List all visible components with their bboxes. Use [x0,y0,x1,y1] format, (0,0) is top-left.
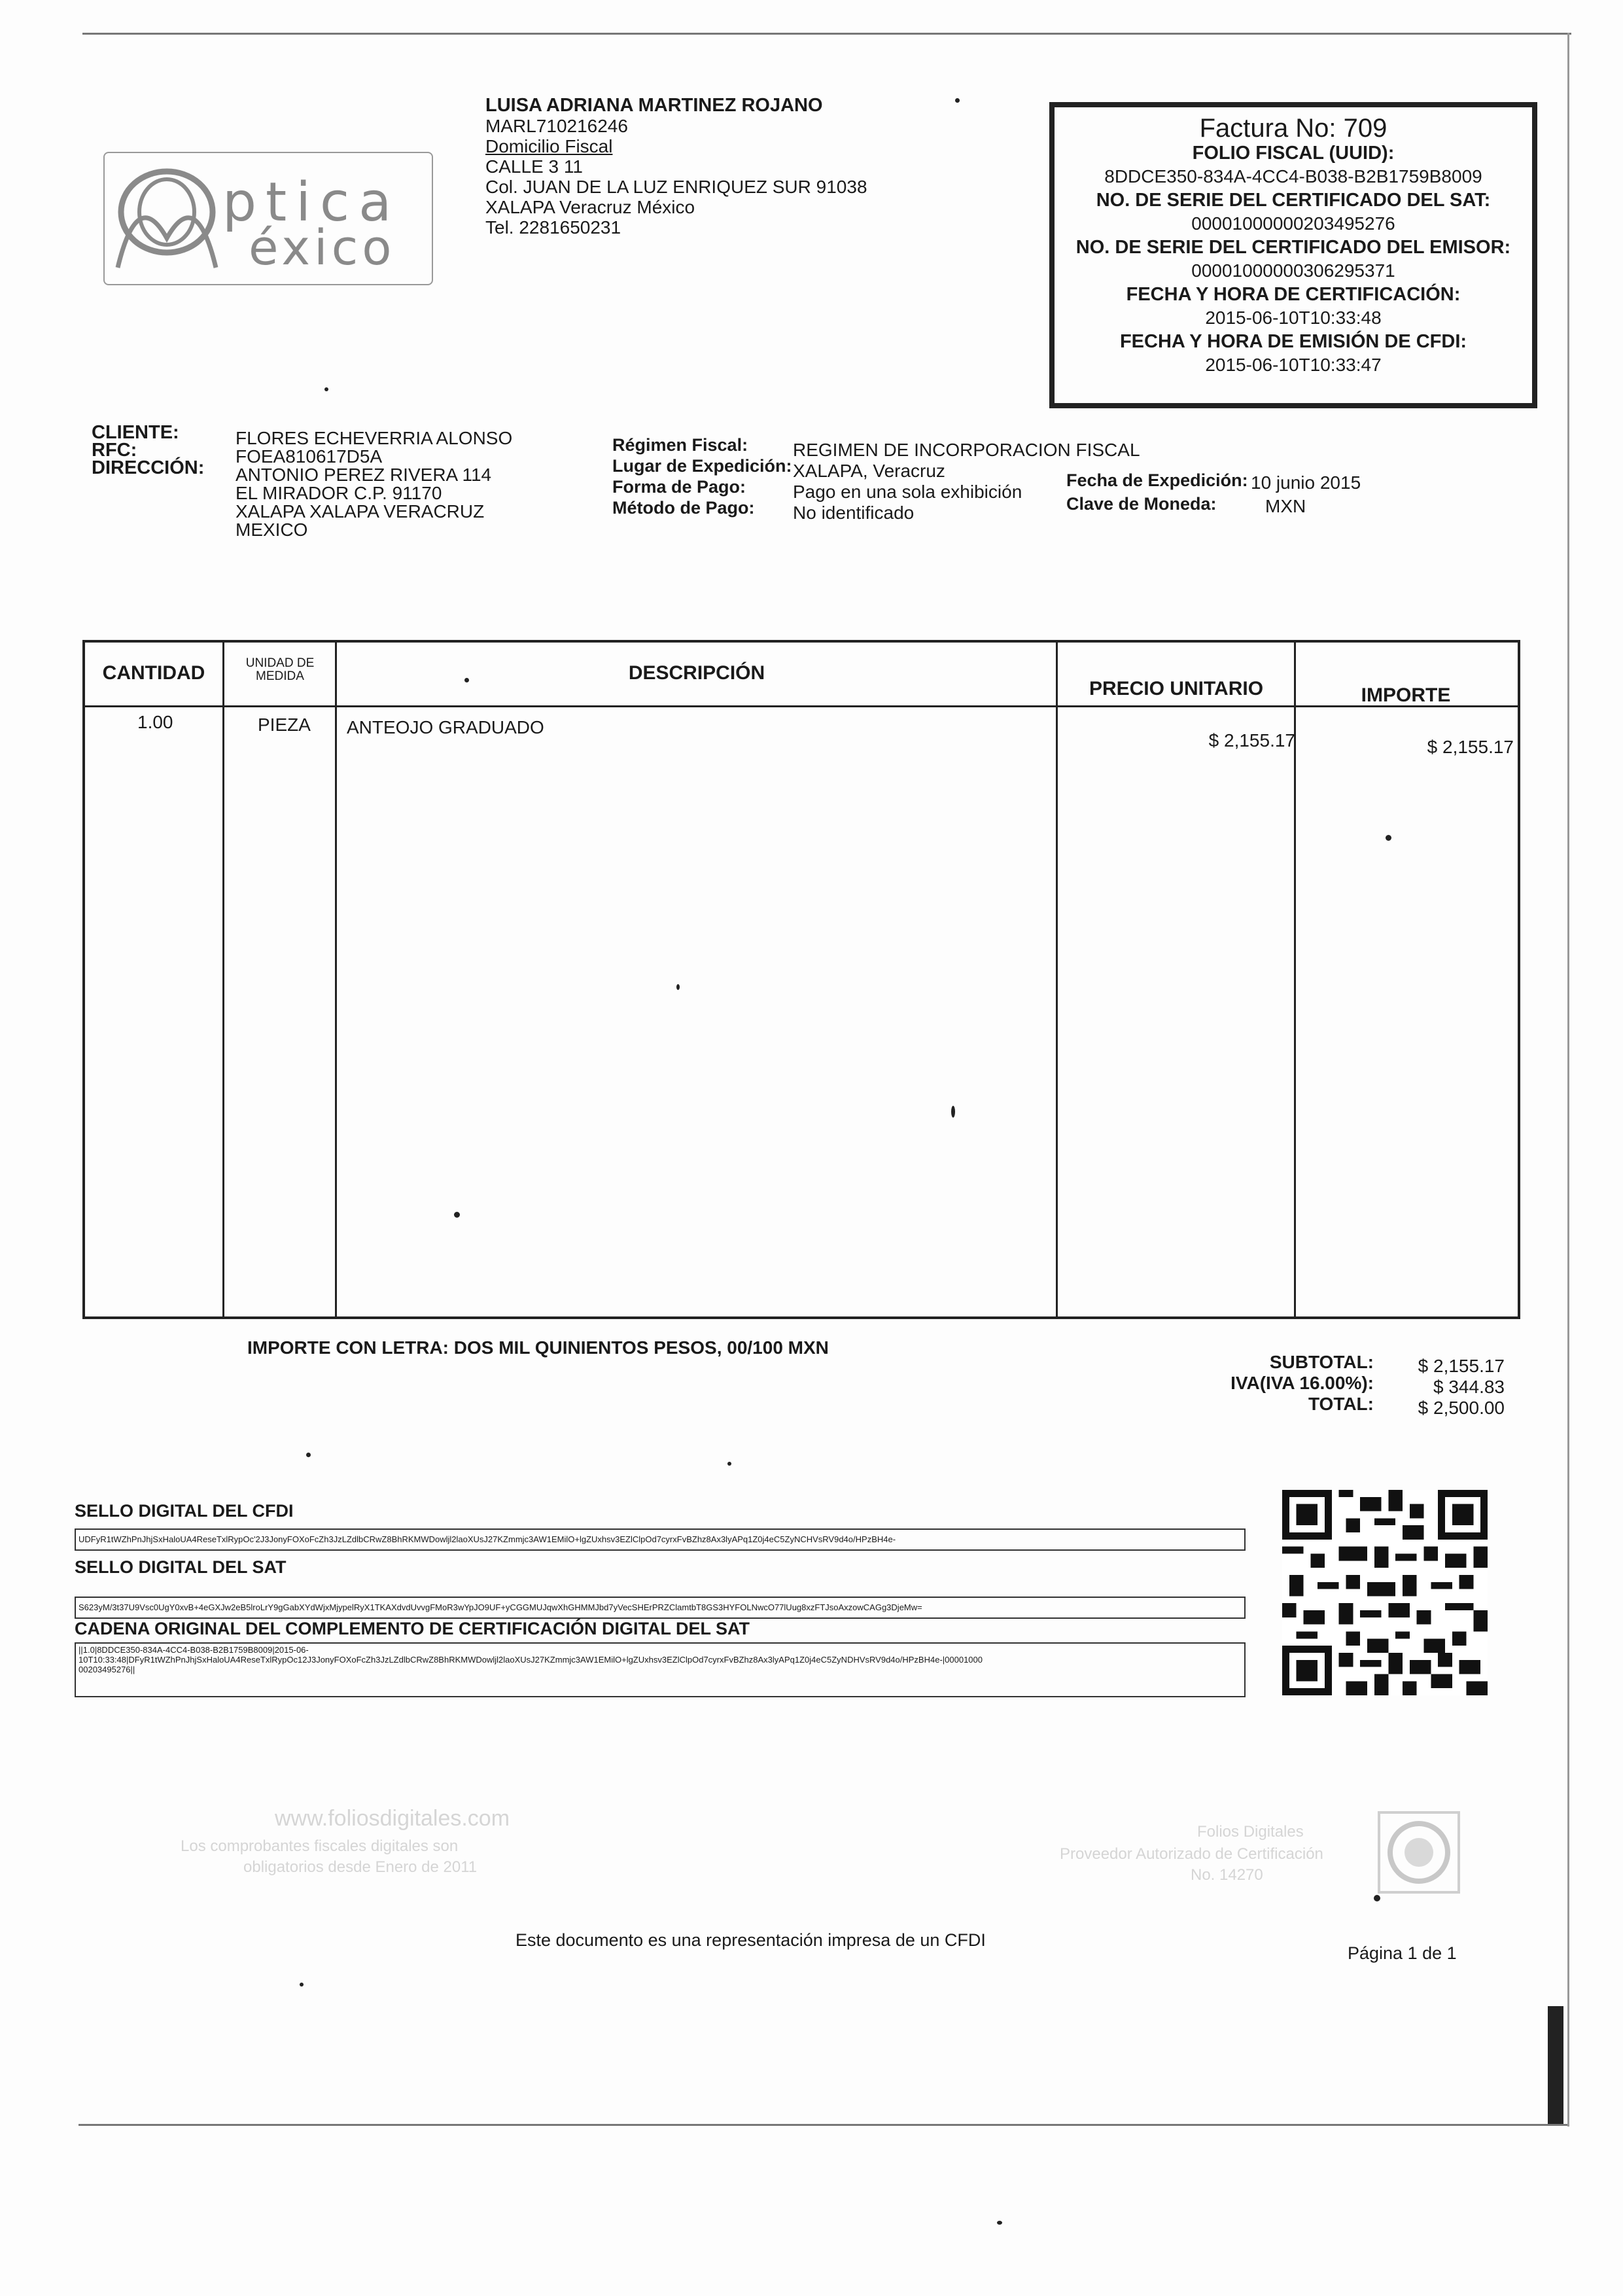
watermark-url: www.foliosdigitales.com [275,1806,510,1831]
row-importe: $ 2,155.17 [1427,737,1514,757]
issuer-name: LUISA ADRIANA MARTINEZ ROJANO [485,95,823,116]
fecha-expedicion-value: 10 junio 2015 [1251,472,1361,493]
totals-labels [1178,1352,1374,1415]
emisor-cert-value: 00001000000306295371 [1191,260,1395,281]
invoice-info-box [1049,102,1537,408]
scan-speck [676,984,680,990]
regimen-label: Régimen Fiscal: [612,435,748,455]
scan-speck [464,678,469,682]
items-table [82,640,1520,1319]
cert-date-label: FECHA Y HORA DE CERTIFICACIÓN: [1126,284,1461,305]
subtotal-value: $ 2,155.17 [1418,1356,1505,1376]
client-values [236,429,512,539]
pac-seal-icon [1376,1810,1461,1895]
watermark-line1: Los comprobantes fiscales digitales son [181,1837,459,1855]
row-descripcion: ANTEOJO GRADUADO [347,717,544,737]
watermark-right2: Proveedor Autorizado de Certificación [1060,1845,1323,1863]
company-logo [103,152,433,285]
emisor-cert-label: NO. DE SERIE DEL CERTIFICADO DEL EMISOR: [1075,237,1511,258]
row-cantidad: 1.00 [137,712,173,732]
client-labels [92,424,204,477]
folio-label: FOLIO FISCAL (UUID): [1192,143,1395,164]
sello-sat-label: SELLO DIGITAL DEL SAT [75,1557,287,1577]
cadena-line1: ||1.0|8DDCE350-834A-4CC4-B038-B2B1759B8009|2015-06- [79,1645,309,1655]
subtotal-label: SUBTOTAL: [1269,1352,1374,1372]
totals-values [1393,1356,1505,1419]
issuer-street: CALLE 3 11 [485,156,583,177]
scan-speck [951,1106,955,1118]
client-addr2: EL MIRADOR C.P. 91170 [236,483,442,503]
iva-label: IVA(IVA 16.00%): [1230,1373,1374,1393]
watermark-line2: obligatorios desde Enero de 2011 [243,1858,478,1876]
page-top-rule [82,33,1571,35]
client-addr1: ANTONIO PEREZ RIVERA 114 [236,465,492,485]
issuer-city: XALAPA Veracruz México [485,197,695,217]
watermark-right1: Folios Digitales [1197,1823,1304,1841]
invoice-number: Factura No: 709 [1199,114,1387,143]
issuer-rfc: MARL710216246 [485,116,628,136]
clave-moneda-value: MXN [1265,496,1306,516]
lugar-label: Lugar de Expedición: [612,456,792,476]
cliente-label: CLIENTE: [92,422,179,443]
scan-speck [997,2221,1002,2225]
client-name: FLORES ECHEVERRIA ALONSO [236,428,513,448]
scan-speck [306,1453,311,1457]
issuer-tel: Tel. 2281650231 [485,217,621,238]
cadena-original-label: CADENA ORIGINAL DEL COMPLEMENTO DE CERTIFICACIÓN DIGITAL DEL SAT [75,1619,750,1638]
footer-note: Este documento es una representación impresa de un CFDI [515,1930,986,1950]
col-divider [222,643,224,1316]
folio-value: 8DDCE350-834A-4CC4-B038-B2B1759B8009 [1104,166,1482,186]
page-number: Página 1 de 1 [1348,1943,1457,1963]
header-descripcion: DESCRIPCIÓN [628,662,765,684]
client-addr4: MEXICO [236,520,308,540]
clave-moneda-label: Clave de Moneda: [1066,494,1217,514]
watermark-right3: No. 14270 [1191,1866,1263,1884]
scan-speck [324,387,328,391]
header-cantidad: CANTIDAD [102,662,205,684]
issuer-block [485,96,867,238]
emission-date-value: 2015-06-10T10:33:47 [1205,355,1382,375]
row-unidad: PIEZA [258,715,311,735]
logo-mark-icon [111,160,222,271]
cadena-line3: 00203495276|| [79,1665,135,1674]
scan-speck [300,1983,304,1987]
qr-code [1282,1489,1488,1696]
logo-text-line2: éxico [249,220,396,276]
direccion-label: DIRECCIÓN: [92,457,205,478]
cadena-line2: 10T10:33:48|DFyR1tWZhPnJhjSxHaloUA4ReseTxlRypOc12J3JonyFOXoFcZh3JzLZdlbCRwZ8BhRKMWDowljl2laoXUsJ27KZmmjc3AW1EMilO+lgZUxhsv3EZlClpOd7cyrxFvBZhz8Ax3lyAPq1Z0j4eC5ZyNDHVsRV9d4o/HPzBH4e-|00001000 [79,1655,983,1665]
emission-date-label: FECHA Y HORA DE EMISIÓN DE CFDI: [1119,331,1467,352]
importe-con-letra: IMPORTE CON LETRA: DOS MIL QUINIENTOS PESOS, 00/100 MXN [247,1337,829,1358]
row-precio: $ 2,155.17 [1208,730,1295,751]
sello-cfdi-value: UDFyR1tWZhPnJhjSxHaloUA4ReseTxlRypOc'2J3JonyFOXoFcZh3JzLZdlbCRwZ8BhRKMWDowljl2laoXUsJ27KZmmjc3AW1EMilO+lgZUxhsv3EZlClpOd7cyrxFvBZhz8Ax3lyAPq1Z0j4eC5ZyNCHVsRV9d4o/HPzBH4e- [75,1528,1246,1551]
expedition-labels [1066,468,1248,516]
metodo-label: Método de Pago: [612,498,755,518]
total-label: TOTAL: [1308,1394,1374,1414]
metodo-value: No identificado [793,503,915,523]
scan-speck [955,98,960,103]
issuer-domicilio-label: Domicilio Fiscal [485,136,613,156]
col-divider [1056,643,1058,1316]
sat-cert-value: 00001000000203495276 [1191,213,1395,234]
page-bottom-rule [79,2124,1567,2126]
expedition-values [1251,471,1361,518]
lugar-value: XALAPA, Veracruz [793,461,945,481]
sat-cert-label: NO. DE SERIE DEL CERTIFICADO DEL SAT: [1096,190,1491,211]
header-precio: PRECIO UNITARIO [1089,678,1264,699]
regimen-value: REGIMEN DE INCORPORACION FISCAL [793,440,1140,460]
sello-cfdi-label: SELLO DIGITAL DEL CFDI [75,1501,294,1521]
header-importe: IMPORTE [1361,684,1451,706]
forma-value: Pago en una sola exhibición [793,482,1022,502]
page-right-rule [1567,33,1569,2127]
scan-speck [454,1212,460,1218]
scan-speck [727,1462,731,1466]
rfc-label: RFC: [92,440,137,461]
fiscal-labels [612,434,792,518]
scan-speck [1374,1895,1380,1901]
sello-sat-value: S623yM/3t37U9Vsc0UgY0xvB+4eGXJw2eB5lroLrY9gGabXYdWjxMjypelRyX1TKAXdvdUvvgFMoR3wYpJO9UF+yCGGMUJqwXhGHMMJbd7yVecSHErPRZClamtbT8GS3HYFOLNwcO77lUug8xzFTJsoAxzowCAGg3DjeMw= [75,1597,1246,1619]
total-value: $ 2,500.00 [1418,1398,1505,1418]
client-rfc: FOEA810617D5A [236,446,383,467]
logo-text-line1: ptica [222,171,401,234]
cadena-original-box [75,1642,1246,1697]
fecha-expedicion-label: Fecha de Expedición: [1066,470,1248,490]
issuer-colonia: Col. JUAN DE LA LUZ ENRIQUEZ SUR 91038 [485,177,867,197]
scan-edge-bar [1548,2006,1563,2124]
client-addr3: XALAPA XALAPA VERACRUZ [236,501,485,521]
iva-value: $ 344.83 [1433,1377,1505,1397]
col-divider [335,643,337,1316]
cert-date-value: 2015-06-10T10:33:48 [1205,308,1382,328]
header-unidad: UNIDAD DE MEDIDA [245,656,315,683]
forma-label: Forma de Pago: [612,477,746,497]
scan-speck [1386,835,1391,841]
